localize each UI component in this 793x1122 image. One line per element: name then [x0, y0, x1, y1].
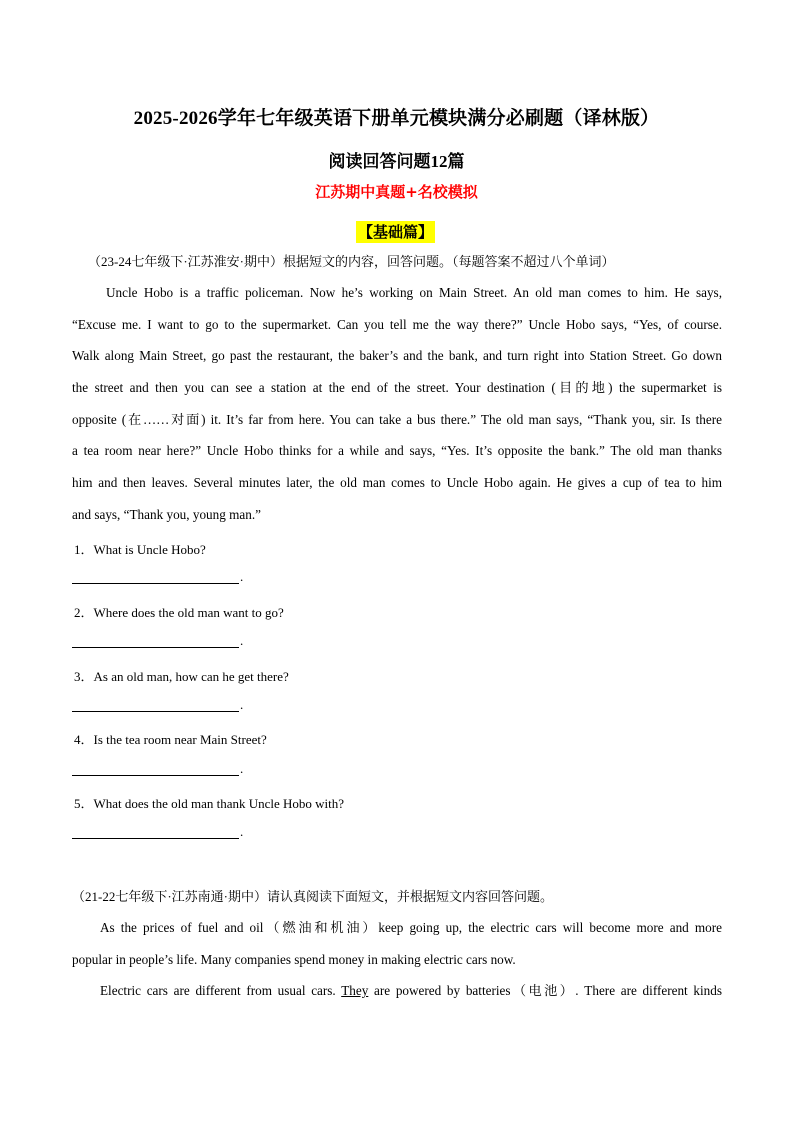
answer-period: . — [240, 633, 244, 648]
answer-period: . — [240, 697, 244, 712]
passage1-line: a tea room near here?” Uncle Hobo thinks for a while and says, “Yes. It’s opposite the bank.” The old man thanks — [72, 443, 722, 459]
passage2-line: As the prices of fuel and oil（燃油和机油）keep going up, the electric cars will become more and more — [100, 920, 722, 935]
question-4: 4．Is the tea room near Main Street? — [74, 732, 267, 747]
passage1-line: “Excuse me. I want to go to the supermarket. Can you tell me the way there?” Uncle Hobo says, “Yes, of course. — [72, 316, 722, 332]
source-label: 江苏期中真题+名校模拟 — [315, 183, 478, 201]
answer-period: . — [240, 569, 244, 584]
underlined-word: They — [341, 983, 369, 999]
section-tag: 【基础篇】 — [358, 223, 434, 241]
passage1-note: （23-24七年级下·江苏淮安·期中）根据短文的内容，回答问题。（每题答案不超过八个单词） — [88, 254, 615, 269]
question-2: 2．Where does the old man want to go? — [74, 605, 284, 620]
passage2-note: （21-22七年级下·江苏南通·期中）请认真阅读下面短文，并根据短文内容回答问题。 — [72, 889, 553, 904]
passage1-text — [72, 277, 722, 531]
answer-line-2[interactable] — [72, 647, 239, 648]
passage1-line: opposite (在……对面) it. It’s far from here. You can take a bus there.” The old man says, “Thank you, sir. Is there — [72, 411, 722, 427]
question-3: 3．As an old man, how can he get there? — [74, 669, 289, 684]
passage1-line: Uncle Hobo is a traffic policeman. Now he’s working on Main Street. An old man comes to him. He says, — [106, 285, 722, 300]
answer-line-1[interactable] — [72, 583, 239, 584]
answer-line-5[interactable] — [72, 838, 239, 839]
passage2-line: popular in people’s life. Many companies spend money in making electric cars now. — [72, 951, 516, 967]
passage2-text — [72, 912, 722, 1007]
question-1: 1．What is Uncle Hobo? — [74, 542, 206, 557]
answer-period: . — [240, 761, 244, 776]
passage1-line: him and then leaves. Several minutes later, the old man comes to Uncle Hobo again. He gives a cup of tea to him — [72, 475, 722, 491]
document-subtitle: 阅读回答问题12篇 — [328, 152, 465, 171]
document-title: 2025-2026学年七年级英语下册单元模块满分必刷题（译林版） — [133, 108, 660, 129]
answer-line-4[interactable] — [72, 775, 239, 776]
passage1-line: Walk along Main Street, go past the restaurant, the baker’s and the bank, and turn right into Station Street. Go down — [72, 348, 722, 364]
passage1-line: the street and then you can see a station at the end of the street. Your destination (目的地) the supermarket is — [72, 380, 722, 396]
question-5: 5．What does the old man thank Uncle Hobo with? — [74, 796, 345, 811]
passage2-text-segment: Electric cars are different from usual cars. — [100, 983, 342, 999]
passage1-line: and says, “Thank you, young man.” — [72, 506, 261, 522]
passage2-line — [72, 975, 722, 1007]
answer-line-3[interactable] — [72, 711, 239, 712]
passage2-text-segment: are powered by batteries（电池）. There are different kinds — [368, 983, 723, 999]
answer-period: . — [240, 824, 244, 839]
